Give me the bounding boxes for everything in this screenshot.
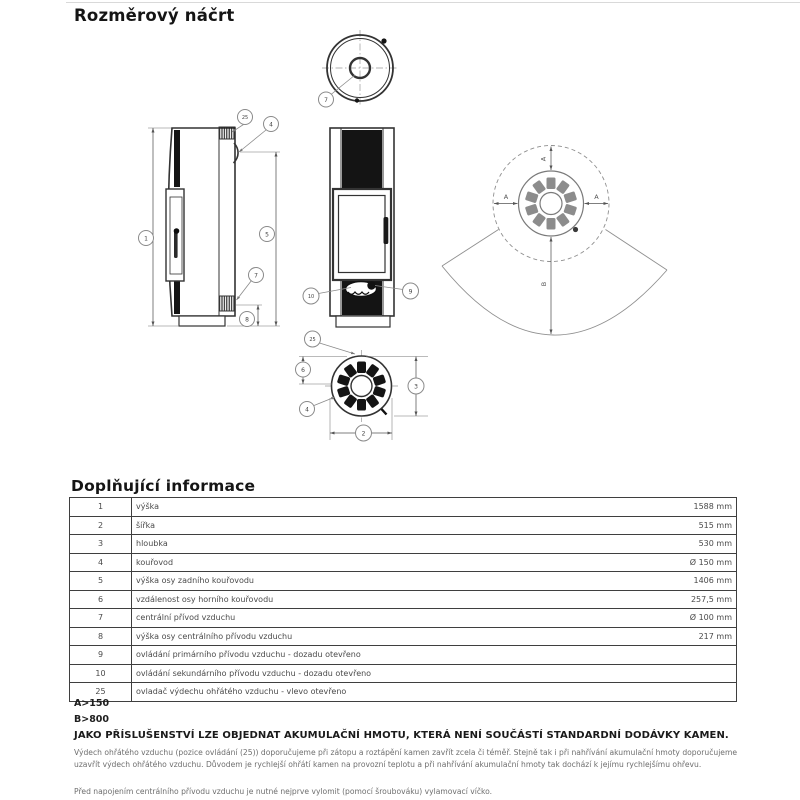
row-value: 257,5 mm bbox=[624, 590, 737, 609]
row-value: 1406 mm bbox=[624, 572, 737, 591]
row-number: 7 bbox=[70, 609, 132, 628]
row-value: 1588 mm bbox=[624, 498, 737, 517]
row-value: Ø 150 mm bbox=[624, 553, 737, 572]
clearance-a-top: A bbox=[539, 156, 548, 162]
section-title: Doplňující informace bbox=[71, 477, 256, 495]
row-value bbox=[624, 683, 737, 702]
row-number: 10 bbox=[70, 664, 132, 683]
row-description: kouřovod bbox=[132, 553, 625, 572]
row-description: ovladač výdechu ohřátého vzduchu - vlevo otevřeno bbox=[132, 683, 625, 702]
svg-text:4: 4 bbox=[305, 406, 309, 414]
balloon-2 bbox=[356, 425, 372, 441]
note-clearance-b: B>800 bbox=[74, 714, 110, 725]
row-number: 25 bbox=[70, 683, 132, 702]
row-value: 530 mm bbox=[624, 535, 737, 554]
flue-top-view bbox=[319, 30, 399, 107]
row-number: 1 bbox=[70, 498, 132, 517]
svg-text:9: 9 bbox=[408, 288, 413, 296]
row-description: vzdálenost osy horního kouřovodu bbox=[132, 590, 625, 609]
table-row bbox=[70, 498, 737, 517]
row-description: šířka bbox=[132, 516, 625, 535]
clearance-a-right: A bbox=[594, 193, 599, 201]
table-row bbox=[70, 516, 737, 535]
svg-text:1: 1 bbox=[144, 235, 148, 243]
row-number: 3 bbox=[70, 535, 132, 554]
balloon-6 bbox=[296, 362, 311, 377]
balloon-3 bbox=[408, 378, 424, 394]
row-value bbox=[624, 664, 737, 683]
balloon-25-base bbox=[305, 331, 356, 354]
row-description: hloubka bbox=[132, 535, 625, 554]
row-number: 4 bbox=[70, 553, 132, 572]
table-row bbox=[70, 646, 737, 665]
svg-text:2: 2 bbox=[361, 430, 366, 438]
row-number: 6 bbox=[70, 590, 132, 609]
table-row bbox=[70, 553, 737, 572]
note-paragraph-2: Před napojením centrálního přívodu vzduchu je nutné nejprve vylomit (pomocí šroubováku) vylamovací víčko. bbox=[74, 787, 493, 796]
clearance-a-left: A bbox=[503, 193, 509, 201]
balloon-7-side bbox=[237, 268, 264, 301]
row-description: centrální přívod vzduchu bbox=[132, 609, 625, 628]
row-value: 515 mm bbox=[624, 516, 737, 535]
front-view bbox=[303, 128, 419, 327]
table-row bbox=[70, 590, 737, 609]
balloon-8 bbox=[240, 312, 255, 327]
table-row bbox=[70, 572, 737, 591]
row-description: ovládání primárního přívodu vzduchu - dozadu otevřeno bbox=[132, 646, 625, 665]
row-description: ovládání sekundárního přívodu vzduchu - dozadu otevřeno bbox=[132, 664, 625, 683]
note-paragraph-1: Výdech ohřátého vzduchu (pozice ovládání (25)) doporučujeme při zátopu a roztápění kamen zavřít zcela či téměř. Stejně tak i při nahřívání akumulační hmoty doporučujeme uzavřít výdech ohřátého vzduchu. Důvodem je rychlejší ohřátí kamen na provozní teplotu a při nahřívání akumulační hmoty tak dochází k jejímu rychlejšímu ohřevu. bbox=[74, 748, 738, 770]
balloon-1 bbox=[139, 231, 154, 246]
table-row bbox=[70, 627, 737, 646]
row-number: 9 bbox=[70, 646, 132, 665]
note-accessory: JAKO PŘÍSLUŠENSTVÍ LZE OBJEDNAT AKUMULAČNÍ HMOTU, KTERÁ NENÍ SOUČÁSTÍ STANDARDNÍ DODÁVKY KAMEN. bbox=[74, 730, 729, 741]
table-row bbox=[70, 609, 737, 628]
row-value: 217 mm bbox=[624, 627, 737, 646]
svg-text:25: 25 bbox=[309, 337, 316, 343]
note-clearance-a: A>150 bbox=[74, 698, 110, 709]
balloon-4-base bbox=[300, 397, 336, 417]
table-row bbox=[70, 535, 737, 554]
row-number: 2 bbox=[70, 516, 132, 535]
svg-text:5: 5 bbox=[265, 231, 269, 239]
svg-text:8: 8 bbox=[245, 316, 249, 324]
svg-text:7: 7 bbox=[254, 272, 258, 280]
svg-text:6: 6 bbox=[301, 366, 305, 374]
clearance-b: B bbox=[540, 281, 548, 287]
clearance-top-view bbox=[442, 146, 667, 336]
base-top-view bbox=[296, 331, 429, 441]
svg-text:10: 10 bbox=[307, 294, 315, 300]
row-description: výška osy centrálního přívodu vzduchu bbox=[132, 627, 625, 646]
row-number: 8 bbox=[70, 627, 132, 646]
svg-text:25: 25 bbox=[241, 115, 249, 121]
page-title: Rozměrový náčrt bbox=[74, 6, 235, 25]
svg-text:4: 4 bbox=[269, 121, 273, 129]
table-row bbox=[70, 683, 737, 702]
row-value: Ø 100 mm bbox=[624, 609, 737, 628]
side-view bbox=[139, 110, 281, 327]
row-value bbox=[624, 646, 737, 665]
row-number: 5 bbox=[70, 572, 132, 591]
table-row bbox=[70, 664, 737, 683]
dimensions-table bbox=[69, 497, 737, 702]
svg-text:3: 3 bbox=[414, 383, 418, 391]
row-description: výška bbox=[132, 498, 625, 517]
svg-text:7: 7 bbox=[324, 96, 328, 104]
row-description: výška osy zadního kouřovodu bbox=[132, 572, 625, 591]
balloon-5 bbox=[260, 227, 275, 242]
